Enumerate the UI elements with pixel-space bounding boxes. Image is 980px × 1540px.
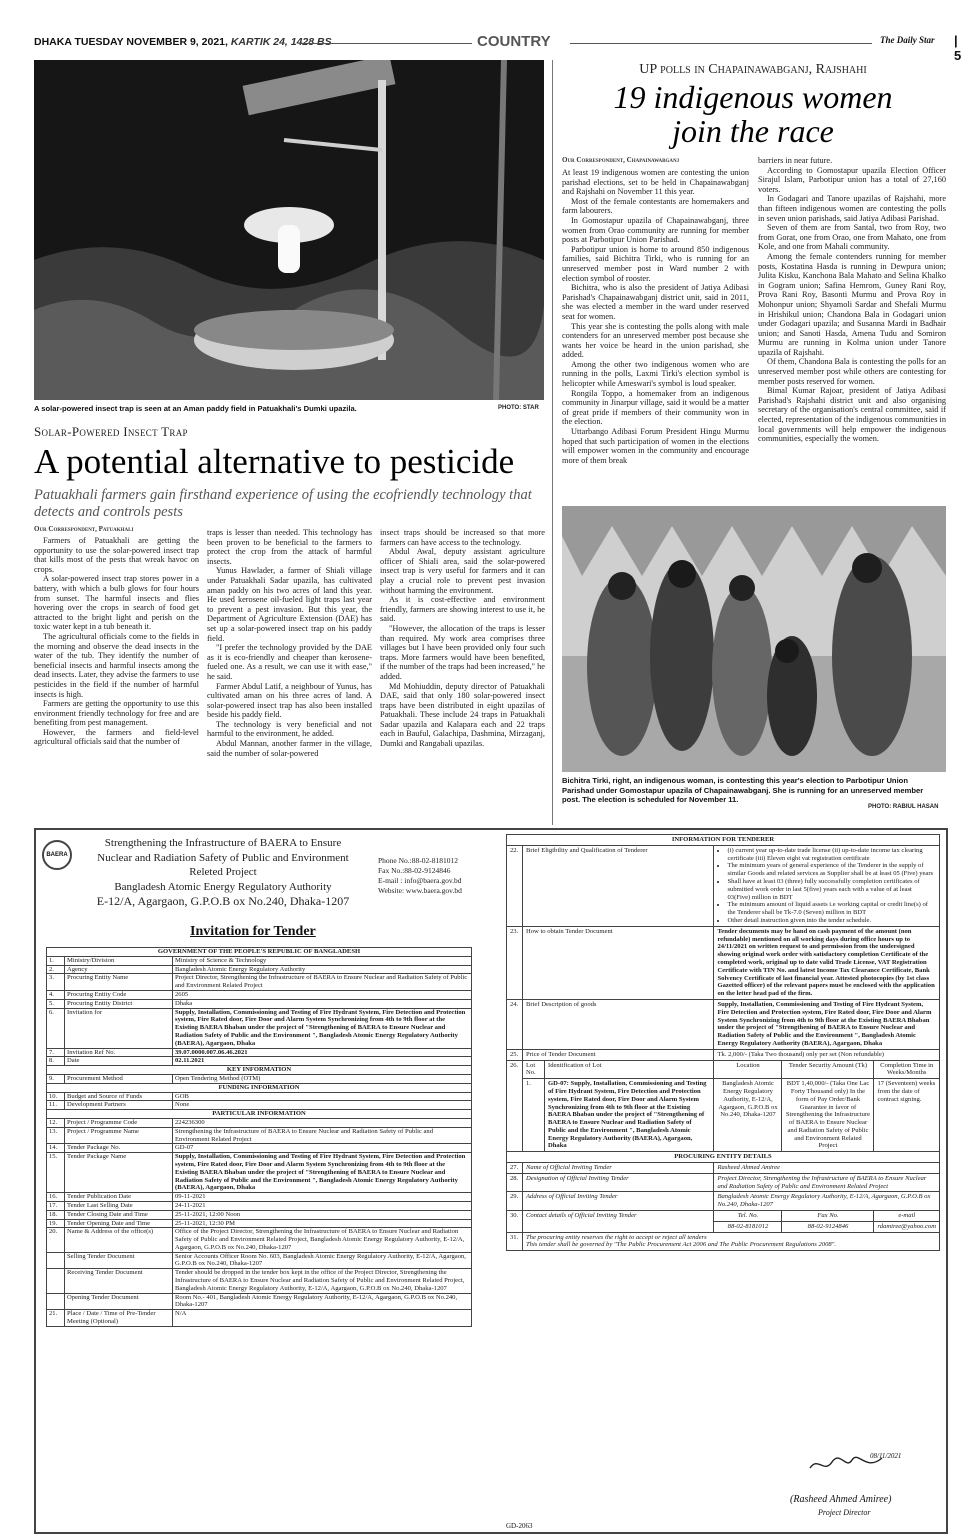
row-key: Budget and Source of Funds [65, 1092, 173, 1101]
story2-headline-line-1: 19 indigenous women [613, 79, 893, 115]
row-value: 39.07.0000.007.06.46.2021 [173, 1048, 472, 1057]
reserve-right-text: The procuring entity reserves the right to accept or reject all tenders [526, 1233, 707, 1241]
row-key: Tender Package No. [65, 1144, 173, 1153]
row-number: 2. [47, 965, 65, 974]
row-number: 11. [47, 1101, 65, 1110]
table-row [47, 965, 472, 974]
row-number: 4. [47, 990, 65, 999]
table-row [47, 1201, 472, 1210]
paragraph: Among the female contenders running for member posts, Kostatina Hasda is running in Dewpura union; Julita Kisku, Kanchona Bala Mahato and Selina Khalko in Gogram union; Safina Hemrom, Guney Rani Roy, Prova Rani Roy, Basonti Murmu and Prova Roy in Mohonpur union; Shyamoli Sardar and Shefali Murmu in Hrishikul union; Chandona Bala in Godagari union under Godagari upazila; and Susanna Mardi in Badhair union; and Sanoti Hasda, Amena Tudu and Somiron Murmu are running in Kolma union under Tanore upazila of Rajshahi. [758, 251, 946, 357]
row-key: Project / Programme Code [65, 1118, 173, 1127]
table-row [47, 1153, 472, 1193]
lot-header: Tender Security Amount (Tk) [782, 1060, 874, 1079]
org-line: Bangladesh Atomic Energy Regulatory Authority [114, 880, 332, 893]
row-value: Project Director, Strengthening the Infrastructure of BAERA to Ensure Nuclear and Radiation Safety of Public and Environment Related Project [173, 974, 472, 991]
row-number: 24. [507, 999, 523, 1049]
paragraph: traps is lesser than needed. This technology has been proven to be beneficial to the farmers to protect the crop from the attack of harmful insects. [207, 528, 372, 566]
table-row [47, 1293, 472, 1310]
row-key: Receiving Tender Document [65, 1269, 173, 1293]
row-number: 28. [507, 1173, 523, 1192]
row-number: 7. [47, 1048, 65, 1057]
lot-header: Location [714, 1060, 782, 1079]
eligibility-item: • (i) current year up-to-date trade license (ii) up-to-date income tax clearing certificate (iii) Eleven eight vat registration certificate [727, 847, 936, 863]
row-value: Bangladesh Atomic Energy Regulatory Authority [173, 965, 472, 974]
row-number: 8. [47, 1057, 65, 1066]
table-row [47, 1074, 472, 1083]
paragraph: Farmer Abdul Latif, a neighbour of Yunus, has cultivated aman on his three acres of land. A solar-powered insect trap has also been installed beside his paddy field. [207, 681, 372, 720]
eligibility-item: • Shall have at least 03 (three) fully successfully completion certificates of submitted work order in last 5(five) years each with a value of at least 03(Five) million in BDT [727, 878, 936, 901]
tel-value: 88-02-8181012 [714, 1221, 782, 1232]
row-number: 9. [47, 1074, 65, 1083]
story1-column-3 [380, 528, 545, 828]
row-key: Procurement Method [65, 1074, 173, 1083]
row-number: 22. [507, 845, 523, 926]
paragraph: "I prefer the technology provided by the DAE as it is eco-friendly and cheaper than kerosene-fueled one. As a result, we can use it with ease," he said. [207, 643, 372, 681]
paragraph: Farmers of Patuakhali are getting the opportunity to use the solar-powered insect trap that kills most of the pests that wreak havoc on crops. [34, 536, 199, 574]
row-value: Rasheed Ahmed Amiree [714, 1163, 940, 1174]
paragraph: Of them, Chandona Bala is contesting the polls for an unreserved member post while others are contesting for member posts reserved for women. [758, 357, 946, 386]
sign-date: 08/11/2021 [870, 1452, 902, 1460]
row-value: 02.11.2021 [173, 1057, 472, 1066]
row-key: Tender Opening Date and Time [65, 1219, 173, 1228]
paragraph: At least 19 indigenous women are contesting the union parishad elections, set to be held in Chapainawabganj and Rajshahi on November 11 this year. [562, 168, 749, 197]
paragraph: Rongila Toppo, a homemaker from an indigenous community in Jinarpur village, said it would be a matter of great pride if members of their community won in the election. [562, 388, 749, 427]
row-number: 29. [507, 1192, 523, 1211]
table-row [47, 1057, 472, 1066]
row-value: 09-11-2021 [173, 1193, 472, 1202]
photo-credit: PHOTO: RABIUL HASAN [868, 804, 939, 810]
table-row [47, 1008, 472, 1048]
row-value: 224236300 [173, 1118, 472, 1127]
lot-header: Identification of Lot [545, 1060, 714, 1079]
page-number: | 5 [954, 33, 962, 63]
row-key: Brief Eligibility and Qualification of Tenderer [523, 845, 714, 926]
paragraph: barriers in near future. [758, 156, 833, 165]
row-value: Project Director, Strengthening the Infrastructure of BAERA to Ensure Nuclear and Radiation Safety of Public and Environment Related Project [714, 1173, 940, 1192]
gd-number: GD-2063 [506, 1522, 533, 1530]
row-key: Invitation Ref No. [65, 1048, 173, 1057]
story2-column-1 [562, 168, 749, 500]
row-key: Procuring Entity District [65, 999, 173, 1008]
row-key: Opening Tender Document [65, 1293, 173, 1310]
phone-text: Phone No.:88-02-8181012 [378, 856, 458, 865]
byline: Our Correspondent, Chapainawabganj [562, 156, 680, 164]
byline: Our Correspondent, Patuakhali [34, 525, 134, 533]
org-block [78, 836, 368, 909]
table-row [47, 1144, 472, 1153]
row-value: Senior Accounts Officer Room No. 603, Bangladesh Atomic Energy Regulatory Authority, E-12/A, Agargaon, G.P.O.B ox No.240, Dhaka-1207 [173, 1252, 472, 1269]
paragraph: The technology is very beneficial and not harmful to the environment, he added. [207, 719, 372, 739]
row-value: GOB [173, 1092, 472, 1101]
row-number: 20. [47, 1228, 65, 1252]
row-key: Address of Official Inviting Tender [523, 1192, 714, 1211]
baera-logo: BAERA [42, 840, 72, 870]
row-number [47, 1293, 65, 1310]
row-value: 25-11-2021, 12:30 PM [173, 1219, 472, 1228]
fax-text: Fax No.:88-02-9124846 [378, 866, 451, 875]
row-number: 19. [47, 1219, 65, 1228]
email-value: rdamiree@yahoo.com [874, 1221, 940, 1232]
paragraph: In Godagari and Tanore upazilas of Rajshahi, more than fifteen indigenous women are contesting the polls in seven union parishads, said Jatiya Adibasi Parishad. [758, 194, 946, 223]
row-key: Name & Address of the office(s) [65, 1228, 173, 1252]
section-header: INFORMATION FOR TENDERER [507, 835, 940, 846]
row-number: 14. [47, 1144, 65, 1153]
contact-header: e-mail [874, 1211, 940, 1222]
row-key: Designation of Official Inviting Tender [523, 1173, 714, 1192]
paragraph: According to Gomostapur upazila Election Officer Sirajul Islam, Parbotipur union has a total of 27,160 voters. [758, 165, 946, 194]
row-value: Tender documents may be hand on cash payment of the amount (non refundable) mentioned on all working days during office hours up to 24/11/2021 on written request to and permission from the undersigned showing original work order with satisfactory completion Certificate of the completed work, original up to date valid Trade License, VAT Registration Certificate with TIN No. and latest Income Tax Clearance Certificate, Bank Solvency Certificate of last financial year. Attested photocopies (by 1st class Gazetted officer) of the relevant papers must be enclosed with the application on the letter head pad of the firm. [714, 926, 940, 999]
table-row [47, 1118, 472, 1127]
section-label: COUNTRY [477, 33, 551, 50]
row-number: 25. [507, 1049, 523, 1060]
table-row [47, 974, 472, 991]
paragraph: A solar-powered insect trap stores power in a battery, with which a bulb glows for four hours from sunset. The harmful insects and flies hovering over the crops in search of food get attracted to the bright light and perish on the toxic water kept in a tub beneath it. [34, 574, 199, 632]
paragraph: "However, the allocation of the traps is lesser than required. My work area comprises three villages but I have been provided only four such traps. More farmers would have been benefited, if the number of the traps had been increased," he added. [380, 623, 545, 681]
row-number: 30. [507, 1211, 523, 1233]
paragraph: Bichitra, who is also the president of Jatiya Adibasi Parishad's Chapainawabganj district unit, said in 2011, she was elected a member in the ward under reserved seat for women. [562, 283, 749, 321]
lot-security: BDT 1,40,000/- (Taka One Lac Forty Thousand only) In the form of Pay Order/Bank Guarantee in favor of Strengthening the Infrastructure of BAERA to Ensure Nuclear and Radiation Safety of Public and Environment Related Project [782, 1079, 874, 1152]
story-kicker: Solar-Powered Insect Trap [34, 424, 188, 439]
contact-header: Tel. No. [714, 1211, 782, 1222]
row-number: 10. [47, 1092, 65, 1101]
lot-identification: GD-07: Supply, Installation, Commissioning and Testing of Fire Hydrant System, Fire Detection and Protection system, Fire Rated door, Fire Door and Alarm System Synchronizing from 4th to 9th floor at the Existing BAERA Bhaban under the project of "Strengthening of BAERA to Ensure Nuclear and Radiation Safety of Public and the Environment ", Bangladesh Atomic Energy Regulatory Authority (BAERA), Agargaon, Dhaka [545, 1079, 714, 1152]
row-key: Tender Package Name [65, 1153, 173, 1193]
row-number: 21. [47, 1310, 65, 1327]
table-row [47, 1269, 472, 1293]
row-key: Procuring Entity Code [65, 990, 173, 999]
signer-name: (Rasheed Ahmed Amiree) [790, 1494, 892, 1505]
row-key: Ministry/Division [65, 956, 173, 965]
table-row [47, 1193, 472, 1202]
masthead-logo: The Daily Star [880, 35, 935, 45]
row-key: Project / Programme Name [65, 1127, 173, 1144]
row-key: Invitation for [65, 1008, 173, 1048]
insect-trap-photo [34, 60, 544, 400]
row-value: Supply, Installation, Commissioning and Testing of Fire Hydrant System, Fire Detection and Protection system, Fire Rated door, Fire Door and Alarm System Synchronizing from 4th to 9th floor at the Existing BAERA Bhaban under the project of "Strengthening of BAERA to Ensure Nuclear and Radiation Safety of Public and the Environment ", Bangladesh Atomic Energy Regulatory Authority (BAERA), Agargaon, Dhaka [173, 1153, 472, 1193]
story2-column-2 [758, 156, 946, 500]
row-value: 24-11-2021 [173, 1201, 472, 1210]
email-text: E-mail : info@baera.gov.bd [378, 876, 462, 885]
table-row [47, 1252, 472, 1269]
row-key: Procuring Entity Name [65, 974, 173, 991]
row-value: Ministry of Science & Technology [173, 956, 472, 965]
table-row [47, 1127, 472, 1144]
eligibility-item: • The minimum years of general experience of the Tenderer in the supply of similar Goods and related services as Supplier shall be at least 05 (Five) years [727, 862, 936, 878]
governing-law-text: This tender shall be governed by "The Public Procurement Act 2006 and The Public Procurement Regulations 2008". [526, 1241, 837, 1249]
table-row [47, 956, 472, 965]
table-row [47, 990, 472, 999]
row-number: 15. [47, 1153, 65, 1193]
row-number: 1. [47, 956, 65, 965]
row-key: Tender Publication Date [65, 1193, 173, 1202]
paragraph: Parbotipur union is home to around 850 indigenous families, said Bichitra Tirki, who is running for an unreserved member post in Ward number 2 with election symbol of rooster. [562, 244, 749, 283]
paragraph: The agricultural officials come to the fields in the morning and observe the dead insects in the water of the tub. They identify the number of beneficial insects and harmful insects among the dead insects. Later, they advise the farmers to use pesticides in the field if the number of harmful insects is high. [34, 631, 199, 699]
section-header: PARTICULAR INFORMATION [47, 1110, 472, 1119]
row-key: Contact details of Official Inviting Tender [523, 1211, 714, 1233]
row-value: Room No.- 401, Bangladesh Atomic Energy Regulatory Authority, E-12/A, Agargaon, G.P.O.B ox No.240, Dhaka-1207 [173, 1293, 472, 1310]
paragraph: Yunus Hawlader, a farmer of Shiali village under Patuakhali Sadar upazila, has cultivated aman paddy on his two acres of land this year. He used kerosene oil-fueled light traps last year to prevent a pest invasion. But this year, the Department of Agriculture Extension (DAE) has set up a solar-powered insect trap on his paddy field. [207, 566, 372, 643]
row-number: 27. [507, 1163, 523, 1174]
row-key: Development Partners [65, 1101, 173, 1110]
signer-title: Project Director [818, 1508, 871, 1517]
row-number: 18. [47, 1210, 65, 1219]
story-headline: A potential alternative to pesticide [34, 442, 515, 481]
table-row [47, 1101, 472, 1110]
tender-table-right [506, 834, 940, 1251]
row-key: Name of Official Inviting Tender [523, 1163, 714, 1174]
org-line: E-12/A, Agargaon, G.P.O.B ox No.240, Dhaka-1207 [96, 894, 350, 908]
photo-caption: A solar-powered insect trap is seen at an Aman paddy field in Patuakhali's Dumki upazila. [34, 404, 357, 413]
paragraph: Bimal Kumar Rajoar, president of Jatiya Adibasi Parishad's Rajshahi district unit and also organising secretary of the organisation's central committee, said if elected, representation of the indigenous communities in local governments will help empower the indigenous communities, especially the women. [758, 386, 946, 444]
row-key: Place / Date / Time of Pre-Tender Meeting (Optional) [65, 1310, 173, 1327]
paragraph: Most of the female contestants are homemakers and farm labourers. [562, 196, 749, 216]
eligibility-list [714, 845, 940, 926]
row-number: 6. [47, 1008, 65, 1048]
paragraph: Uttarbango Adibasi Forum President Hingu Murmu hoped that such participation of women in the elections will empower women in the community and encourage more of them break [562, 427, 749, 465]
contact-header: Fax No. [782, 1211, 874, 1222]
row-value: 25-11-2021, 12:00 Noon [173, 1210, 472, 1219]
photo-caption: Bichitra Tirki, right, an indigenous woman, is contesting this year's election to Parbotipur Union Parishad under Gomostapur upazila of Chapainawabganj. She is running for an unreserved member post. The election is scheduled for November 11. [562, 776, 924, 804]
story2-kicker: UP polls in Chapainawabganj, Rajshahi [639, 62, 867, 77]
table-row [47, 1219, 472, 1228]
table-row [47, 1228, 472, 1252]
row-value: Dhaka [173, 999, 472, 1008]
org-line: Strengthening the Infrastructure of BAERA to Ensure [104, 837, 342, 849]
table-row [47, 1092, 472, 1101]
row-value: Strengthening the Infrastructure of BAERA to Ensure Nuclear and Radiation Safety of Public and Environment Related Project [173, 1127, 472, 1144]
row-value: GD-07 [173, 1144, 472, 1153]
row-number: 31. [507, 1232, 523, 1251]
indigenous-women-photo [562, 506, 946, 772]
tender-table-left [46, 947, 472, 1327]
paragraph: Abdul Awal, deputy assistant agriculture officer of Shiali area, said the solar-powered insect trap is very useful for farmers and it can play a crucial role to prevent pest invasion without harming the environment. [380, 547, 545, 595]
row-value: None [173, 1101, 472, 1110]
eligibility-item: • Other detail instruction given into the tender schedule. [727, 917, 936, 925]
lot-location: Bangladesh Atomic Energy Regulatory Authority, E-12/A, Agargaon, G.P.O.B ox No.240, Dhaka-1207 [714, 1079, 782, 1152]
lot-completion: 17 (Seventeen) weeks from the date of contract signing. [874, 1079, 940, 1152]
paragraph: Md Mohiuddin, deputy director of Patuakhali DAE, said that only 180 solar-powered insect traps have been distributed in eight upazilas of Patuakhali. These include 24 traps in Patuakhali Sadar upazila and Kalapara each and 22 traps each in Bauful, Galachipa, Dashmina, Mirzaganj, Dumki and Rangabali upazilas. [380, 681, 545, 749]
row-number [47, 1269, 65, 1293]
row-key: Brief Description of goods [523, 999, 714, 1049]
table-row [47, 1048, 472, 1057]
paragraph: Seven of them are from Santal, two from Roy, two from Gorat, one from Orao, one from Mahato, one from Kole, and one from Mahali community. [758, 223, 946, 252]
section-header: GOVERNMENT OF THE PEOPLE'S REPUBLIC OF BANGLADESH [47, 948, 472, 957]
row-value: N/A [173, 1310, 472, 1327]
row-number: 17. [47, 1201, 65, 1210]
section-header: PROCURING ENTITY DETAILS [507, 1152, 940, 1163]
story1-column-1 [34, 536, 199, 828]
fax-value: 88-02-9124846 [782, 1221, 874, 1232]
row-value: 2605 [173, 990, 472, 999]
paragraph: Farmers are getting the opportunity to use this environment friendly technology for free and are benefiting from pest management. [34, 699, 199, 728]
lot-header: Completion Time in Weeks/Months [874, 1060, 940, 1079]
story2-headline-line-2: join the race [672, 113, 834, 149]
row-number [47, 1252, 65, 1269]
photo-credit: PHOTO: STAR [498, 405, 539, 411]
contact-block [378, 856, 462, 896]
paragraph: This year she is contesting the polls along with male contenders for an unreserved member post because she wants her voice be heard in the union parishad, she added. [562, 321, 749, 360]
eligibility-item: • The minimum amount of liquid assets i.e working capital or credit line(s) of the Tenderer shall be Tk-7.0 (Seven) million in BDT [727, 901, 936, 917]
paragraph: Abdul Mannan, another farmer in the village, said the number of solar-powered [207, 739, 372, 758]
org-line: Releted Project [189, 866, 257, 878]
row-number: 26. [507, 1060, 523, 1152]
row-key: Selling Tender Document [65, 1252, 173, 1269]
story1-column-2 [207, 528, 372, 828]
website-text: Website: www.baera.gov.bd [378, 886, 462, 895]
section-header: KEY INFORMATION [47, 1066, 472, 1075]
row-key: Tender Last Selling Date [65, 1201, 173, 1210]
row-key: Date [65, 1057, 173, 1066]
lot-header: Lot No. [523, 1060, 545, 1079]
paragraph: insect traps should be increased so that more farmers can have access to the technology. [380, 528, 545, 547]
row-value: Office of the Project Director, Strengthening the Infrastructure of BAERA to Ensure Nuclear and Radiation Safety of Public and Environment Related Project, Bangladesh Atomic Energy Regulatory Authority, E-12/A, Agargaon, G.P.O.B ox No.240, Dhaka-1207 [173, 1228, 472, 1252]
row-value: Tender should be dropped in the tender box kept in the office of the Project Director, Strengthening the Infrastructure of BAERA to Ensure Nuclear and Radiation Safety of Public and Environment Related Project, Bangladesh Atomic Energy Regulatory Authority, E-12/A, Agargaon, G.P.O.B ox No.240, Dhaka-1207 [173, 1269, 472, 1293]
row-key: Tender Closing Date and Time [65, 1210, 173, 1219]
table-row [47, 1310, 472, 1327]
row-number: 23. [507, 926, 523, 999]
row-number: 13. [47, 1127, 65, 1144]
paragraph: Among the other two indigenous women who are running in the polls, Laxmi Tirki's election symbol is helicopter while Ameswari's symbol is loud speaker. [562, 359, 749, 389]
story-deck: Patuakhali farmers gain firsthand experience of using the ecofriendly technology that detects and controls pests [34, 487, 532, 520]
row-key: Agency [65, 965, 173, 974]
dateline: DHAKA TUESDAY NOVEMBER 9, 2021, KARTIK 24, 1428 BS [34, 36, 332, 48]
page-header [34, 33, 962, 63]
row-value: Supply, Installation, Commissioning and Testing of Fire Hydrant System, Fire Detection and Protection system, Fire Rated door, Fire Door and Alarm System Synchronizing from 4th to 9th floor at the Existing BAERA Bhaban under the project of "Strengthening of BAERA to Ensure Nuclear and Radiation Safety of Public and the Environment ", Bangladesh Atomic Energy Regulatory Authority (BAERA), Agargaon, Dhaka [714, 999, 940, 1049]
row-number: 16. [47, 1193, 65, 1202]
column-divider [552, 60, 553, 825]
row-number: 12. [47, 1118, 65, 1127]
lot-number: 1. [523, 1079, 545, 1152]
paragraph: As it is cost-effective and environment friendly, farmers are showing interest to use it, he said. [380, 595, 545, 624]
table-row [47, 999, 472, 1008]
org-line: Nuclear and Radiation Safety of Public and Environment [97, 851, 349, 864]
row-value [523, 1232, 940, 1251]
section-header: FUNDING INFORMATION [47, 1083, 472, 1092]
row-number: 3. [47, 974, 65, 991]
row-value: Bangladesh Atomic Energy Regulatory Authority, E-12/A, Agargaon, G.P.O.B ox No.240, Dhaka-1207 [714, 1192, 940, 1211]
paragraph: In Gomostapur upazila of Chapainawabganj, three women from Orao community are running for member posts at Parbotipur Union Parishad. [562, 215, 749, 245]
row-number: 5. [47, 999, 65, 1008]
tender-title: Invitation for Tender [190, 924, 316, 939]
row-value: Open Tendering Method (OTM) [173, 1074, 472, 1083]
row-value: Supply, Installation, Commissioning and Testing of Fire Hydrant System, Fire Detection and Protection system, Fire Rated door, Fire Door and Alarm System Synchronizing from 4th to 9th floor at the Existing BAERA Bhaban under the project of "Strengthening of BAERA to Ensure Nuclear and Radiation Safety of Public and the Environment ", Bangladesh Atomic Energy Regulatory Authority (BAERA), Agargaon, Dhaka [173, 1008, 472, 1048]
row-key: How to obtain Tender Document [523, 926, 714, 999]
row-value: Tk. 2,000/- (Taka Two thousand) only per set (Non refundable) [714, 1049, 940, 1060]
row-key: Price of Tender Document [523, 1049, 714, 1060]
paragraph: However, the farmers and field-level agricultural officials said that the number of [34, 727, 199, 747]
table-row [47, 1210, 472, 1219]
